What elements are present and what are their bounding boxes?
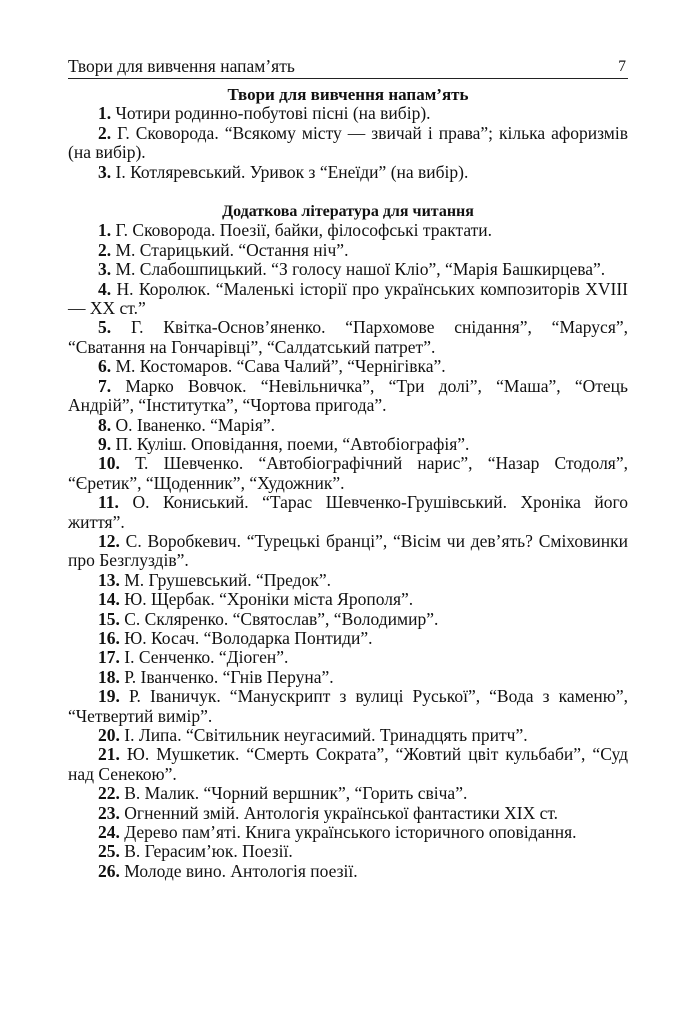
item-number: 11. (98, 492, 119, 513)
list-item (68, 260, 628, 279)
list-item (68, 842, 628, 861)
list-item (68, 221, 628, 240)
list-item (68, 357, 628, 376)
list-item (68, 571, 628, 590)
item-number: 14. (98, 589, 120, 610)
item-text: І. Сенченко. “Діоген”. (124, 647, 289, 668)
list-item (68, 377, 628, 416)
list-item (68, 163, 628, 182)
item-number: 24. (98, 822, 120, 843)
list-item (68, 823, 628, 842)
item-text: Р. Іванченко. “Гнів Перуна”. (124, 666, 334, 687)
item-number: 16. (98, 627, 120, 648)
list-item (68, 493, 628, 532)
list-item (68, 318, 628, 357)
list-item (68, 629, 628, 648)
item-text: М. Старицький. “Остання ніч”. (115, 239, 349, 260)
item-text: Р. Іваничук. “Манускрипт з вулиці Руської”, “Вода з каменю”, “Четвертий вимір”. (68, 686, 629, 726)
item-text: Н. Королюк. “Маленькі історії про українських композиторів XVIII — XX ст.” (68, 278, 628, 319)
item-number: 3. (98, 259, 112, 280)
page-content (68, 84, 628, 881)
item-number: 2. (98, 122, 112, 143)
item-number: 5. (98, 317, 112, 338)
item-text: Дерево пам’яті. Книга українського історичного оповідання. (124, 822, 577, 843)
list-item (68, 280, 628, 319)
item-number: 3. (98, 161, 112, 182)
item-text: О. Кониський. “Тарас Шевченко-Грушівський. Хроніка його життя”. (68, 492, 628, 532)
page-number: 7 (618, 58, 626, 75)
item-number: 13. (98, 569, 120, 590)
item-number: 20. (98, 725, 120, 745)
item-number: 22. (98, 783, 120, 804)
item-number: 25. (98, 841, 120, 862)
section-title-additional-reading: Додаткова література для читання (222, 203, 474, 221)
item-number: 23. (98, 802, 120, 823)
item-text: Молоде вино. Антологія поезії. (124, 860, 358, 881)
item-number: 17. (98, 647, 120, 668)
item-text: Г. Сковорода. “Всякому місту — звичай і права”; кілька афоризмів (на вибір). (68, 122, 629, 163)
additional-reading-list (68, 221, 628, 881)
list-item (68, 241, 628, 260)
item-text: Огненний змій. Антологія української фантастики XIX ст. (124, 802, 559, 823)
item-text: М. Слабошпицький. “З голосу нашої Кліо”, “Марія Башкирцева”. (115, 259, 606, 280)
item-number: 4. (98, 278, 112, 299)
item-number: 19. (98, 686, 120, 707)
item-text: Чотири родинно-побутові пісні (на вибір). (115, 103, 431, 124)
list-item (68, 416, 628, 435)
list-item (68, 590, 628, 609)
item-text: І. Липа. “Світильник неугасимий. Тринадцять притч”. (124, 725, 528, 745)
list-item (68, 804, 628, 823)
item-number: 21. (98, 744, 120, 765)
item-number: 2. (98, 239, 112, 260)
list-item (68, 668, 628, 687)
list-item (68, 532, 628, 571)
list-item (68, 745, 628, 784)
list-item (68, 104, 628, 123)
item-number: 10. (98, 453, 120, 474)
item-number: 1. (98, 103, 112, 124)
item-number: 7. (98, 375, 112, 396)
item-number: 15. (98, 608, 120, 629)
item-text: Ю. Мушкетик. “Смерть Сократа”, “Жовтий цвіт кульбаби”, “Суд над Сенекою”. (68, 744, 628, 784)
list-item (68, 687, 628, 726)
list-item (68, 435, 628, 454)
item-number: 12. (98, 530, 120, 551)
item-text: В. Малик. “Чорний вершник”, “Горить свіча”. (124, 783, 468, 804)
item-text: С. Воробкевич. “Турецькі бранці”, “Вісім чи дев’ять? Сміховинки про Безглуздів”. (68, 530, 628, 571)
item-number: 18. (98, 666, 120, 687)
item-text: В. Герасим’юк. Поезії. (124, 841, 293, 862)
list-item (68, 454, 628, 493)
running-header (68, 56, 628, 79)
item-text: П. Куліш. Оповідання, поеми, “Автобіографія”. (115, 433, 470, 454)
running-title: Твори для вивчення напам’ять (68, 56, 295, 76)
item-text: І. Котляревський. Уривок з “Енеїди” (на вибір). (115, 161, 469, 182)
list-item (68, 610, 628, 629)
item-text: Ю. Щербак. “Хроніки міста Ярополя”. (124, 589, 414, 610)
item-text: Г. Квітка-Основ’яненко. “Пархомове снідання”, “Маруся”, “Сватання на Гончарівці”, “Салдатський патрет”. (68, 317, 629, 357)
item-text: О. Іваненко. “Марія”. (115, 414, 276, 435)
memorize-list (68, 104, 628, 182)
list-item (68, 784, 628, 803)
item-number: 6. (98, 356, 112, 377)
item-number: 26. (98, 860, 120, 881)
item-text: М. Грушевський. “Предок”. (124, 569, 331, 590)
item-text: Г. Сковорода. Поезії, байки, філософські трактати. (115, 220, 493, 241)
list-item (68, 862, 628, 881)
item-text: М. Костомаров. “Сава Чалий”, “Чернігівка”. (115, 356, 446, 377)
list-item (68, 726, 628, 745)
list-item (68, 648, 628, 667)
item-text: Т. Шевченко. “Автобіографічний нарис”, “Назар Стодоля”, “Єретик”, “Щоденник”, “Художник”. (68, 453, 628, 493)
item-text: С. Скляренко. “Святослав”, “Володимир”. (124, 608, 439, 629)
list-item (68, 124, 628, 163)
item-text: Ю. Косач. “Володарка Понтиди”. (124, 627, 373, 648)
item-text: Марко Вовчок. “Невільничка”, “Три долі”, “Маша”, “Отець Андрій”, “Інститутка”, “Чортова пригода”. (68, 375, 629, 416)
item-number: 8. (98, 414, 112, 435)
section-title-memorize: Твори для вивчення напам’ять (227, 85, 469, 104)
item-number: 1. (98, 220, 112, 241)
item-number: 9. (98, 433, 112, 454)
